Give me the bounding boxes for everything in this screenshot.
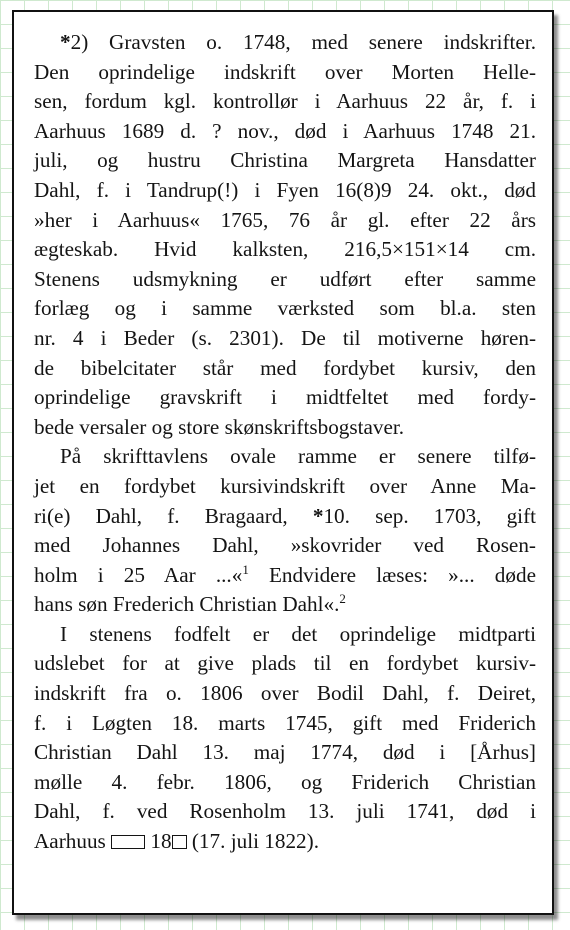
text-line: bede versaler og store skønskriftsbogstaver. [34, 414, 405, 439]
birth-star: * [312, 503, 324, 528]
text-segment: hans søn Frederich Christian Dahl«. [34, 592, 340, 617]
text-line: f. i Løgten 18. marts 1745, gift med Friderich [34, 710, 536, 735]
text-segment: 10. sep. 1703, gift [323, 503, 537, 528]
text-line: forlæg og i samme værksted som bl.a. sten [34, 296, 536, 321]
text-line: udslebet for at give plads til en fordybet kursiv- [34, 651, 536, 676]
text-line [34, 827, 536, 857]
text-segment: (17. juli 1822). [191, 829, 319, 854]
text-segment: 18 [150, 829, 172, 854]
text-line [34, 502, 536, 532]
text-line: juli, og hustru Christina Margreta Hansdatter [34, 148, 536, 173]
document-page [12, 10, 554, 915]
text-line: Stenens udsmykning er udført efter samme [34, 266, 536, 291]
text-line: Dahl, f. i Tandrup(!) i Fyen 16(8)9 24. okt., død [34, 177, 536, 202]
document-text [34, 28, 536, 857]
paragraph-3 [34, 620, 536, 857]
text-line [34, 561, 536, 591]
text-line: med Johannes Dahl, »skovrider ved Rosen- [34, 533, 536, 558]
text-line [34, 590, 536, 620]
text-segment: Aarhuus [34, 829, 106, 854]
text-line: jet en fordybet kursivindskrift over Anne Ma- [34, 473, 536, 498]
paragraph-1 [34, 28, 536, 442]
text-segment: Endvidere læses: »... døde [248, 562, 536, 587]
text-line: nr. 4 i Beder (s. 2301). De til motiverne høren- [34, 325, 536, 350]
text-line: de bibelcitater står med fordybet kursiv, den [34, 355, 536, 380]
birth-star: * [60, 30, 71, 54]
text-line: »her i Aarhuus« 1765, 76 år gl. efter 22 års [34, 207, 536, 232]
text-line [34, 28, 536, 58]
text-segment: 2) Gravsten o. 1748, med senere indskrifter. [70, 30, 536, 54]
text-line: Dahl, f. ved Rosenholm 13. juli 1741, død i [34, 799, 536, 824]
footnote-marker[interactable]: 1 [242, 561, 249, 577]
footnote-marker[interactable]: 2 [339, 591, 346, 607]
text-line: oprindelige gravskrift i midtfeltet med fordy- [34, 385, 536, 410]
text-line: indskrift fra o. 1806 over Bodil Dahl, f. Deiret, [34, 681, 536, 706]
text-line: På skrifttavlens ovale ramme er senere tilfø- [60, 444, 536, 469]
text-line: Aarhuus 1689 d. ? nov., død i Aarhuus 1748 21. [34, 118, 536, 143]
text-segment: holm i 25 Aar ...« [34, 562, 243, 587]
text-line: Christian Dahl 13. maj 1774, død i [Århus] [34, 740, 536, 765]
text-line: sen, fordum kgl. kontrollør i Aarhuus 22 år, f. i [34, 89, 536, 114]
illegible-box-icon [172, 835, 187, 849]
text-line: Den oprindelige indskrift over Morten Helle- [34, 59, 536, 84]
text-line: mølle 4. febr. 1806, og Friderich Christian [34, 769, 536, 794]
text-line: ægteskab. Hvid kalksten, 216,5×151×14 cm. [34, 237, 536, 262]
illegible-box-icon [111, 835, 145, 849]
text-segment: ri(e) Dahl, f. Bragaard, [34, 503, 313, 528]
text-line: I stenens fodfelt er det oprindelige midtparti [60, 621, 536, 646]
paragraph-2 [34, 442, 536, 620]
